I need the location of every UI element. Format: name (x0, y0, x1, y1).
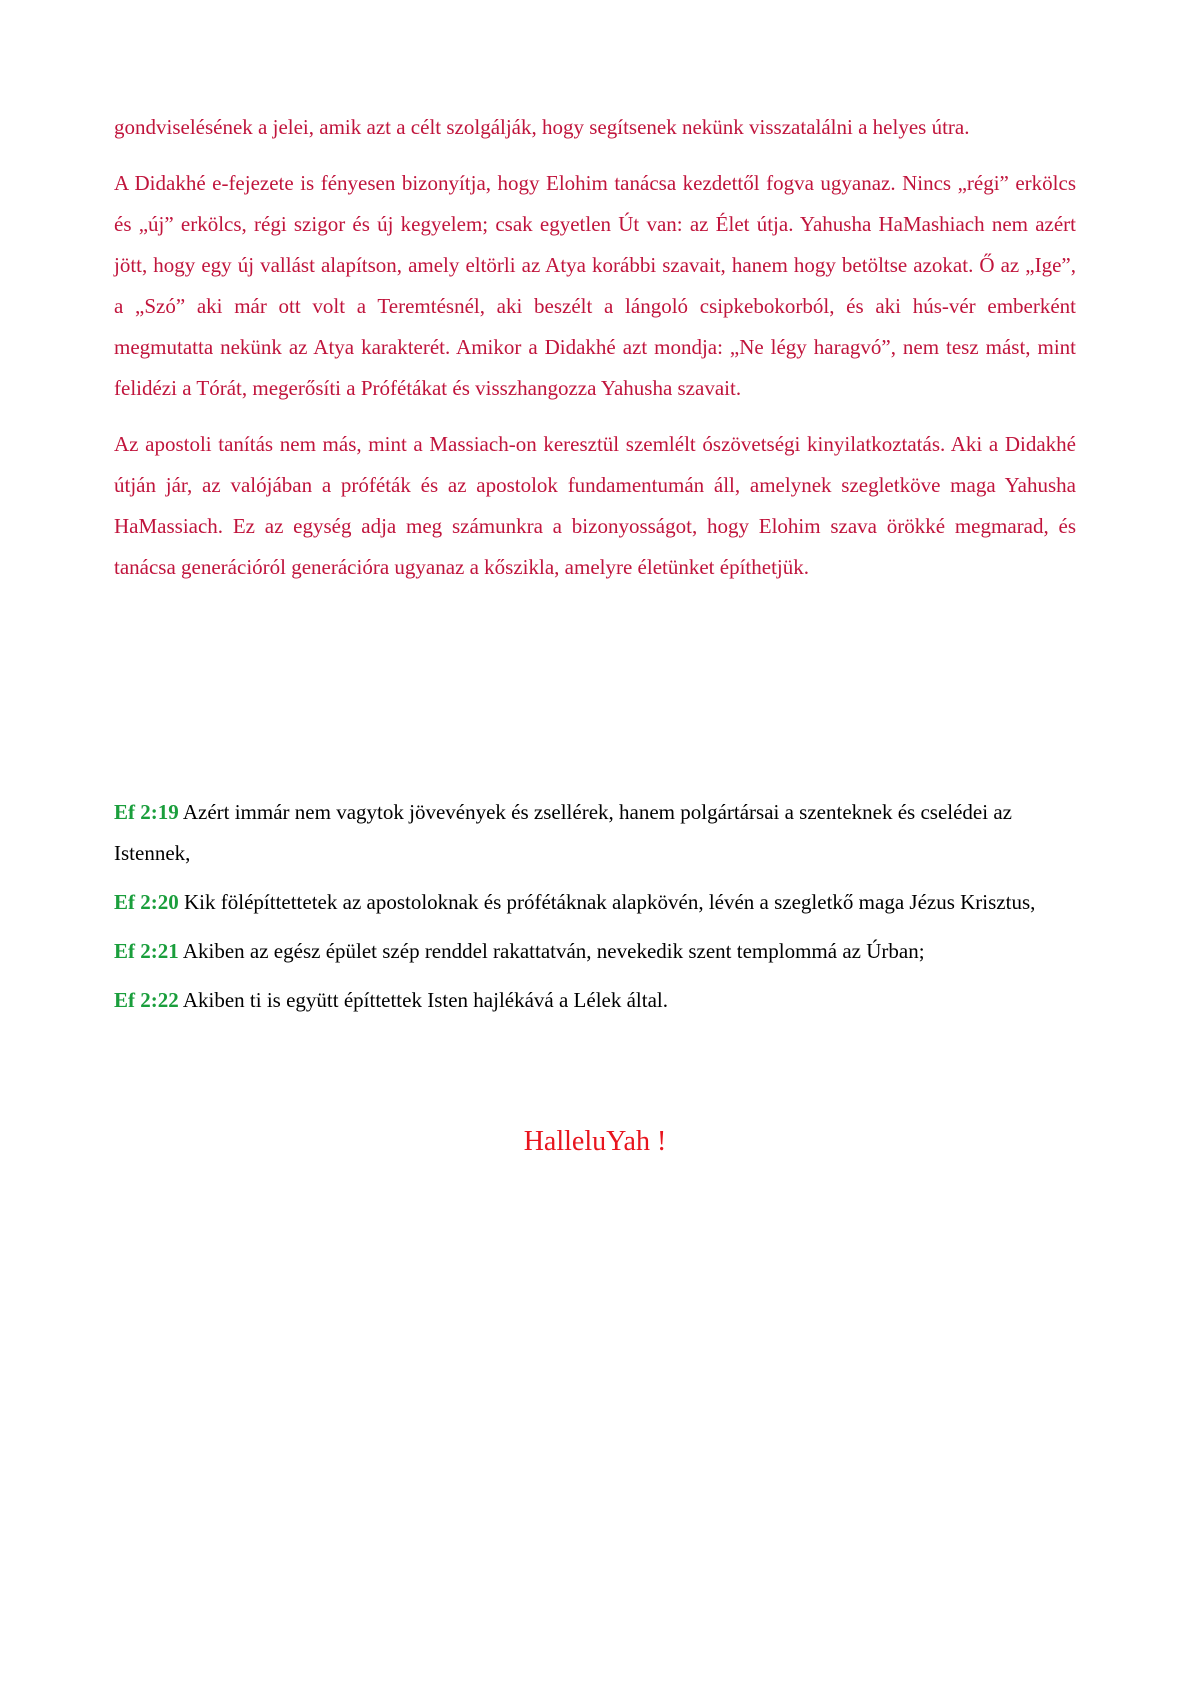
scripture-verses (114, 792, 1076, 1029)
verse-text: Azért immár nem vagytok jövevények és zsellérek, hanem polgártársai a szenteknek és cselédei az Istennek, (114, 800, 1012, 865)
verse-text: Kik fölépíttettetek az apostoloknak és prófétáknak alapkövén, lévén a szegletkő maga Jézus Krisztus, (178, 890, 1036, 914)
verse-reference: Ef 2:22 (114, 988, 179, 1012)
paragraph-3: Az apostoli tanítás nem más, mint a Massiach-on keresztül szemlélt ószövetségi kinyilatkoztatás. Aki a Didakhé útján jár, az valójában a próféták és az apostolok fundamentumán áll, amelynek szegletköve maga Yahusha HaMassiach. Ez az egység adja meg számunkra a bizonyosságot, hogy Elohim szava örökké megmarad, és tanácsa generációról generációra ugyanaz a kőszikla, amelyre életünket építhetjük. (114, 432, 1076, 579)
verse-ef-2-19 (114, 792, 1076, 874)
verse-reference: Ef 2:19 (114, 800, 179, 824)
verse-ef-2-20 (114, 882, 1076, 923)
paragraph-2: A Didakhé e-fejezete is fényesen bizonyítja, hogy Elohim tanácsa kezdettől fogva ugyanaz. Nincs „régi” erkölcs és „új” erkölcs, régi szigor és új kegyelem; csak egyetlen Út van: az Élet útja. Yahusha HaMashiach nem azért jött, hogy egy új vallást alapítson, amely eltörli az Atya korábbi szavait, hanem hogy betöltse azokat. Ő az „Ige”, a „Szó” aki már ott volt a Teremtésnél, aki beszélt a lángoló csipkebokorból, és aki hús-vér emberként megmutatta nekünk az Atya karakterét. Amikor a Didakhé azt mondja: „Ne légy haragvó”, nem tesz mást, mint felidézi a Tórát, megerősíti a Prófétákat és visszhangozza Yahusha szavait. (114, 171, 1076, 400)
paragraph-1: gondviselésének a jelei, amik azt a célt szolgálják, hogy segítsenek nekünk visszatalálni a helyes útra. (114, 115, 970, 139)
verse-text: Akiben az egész épület szép renddel rakattatván, nevekedik szent templommá az Úrban; (178, 939, 925, 963)
verse-ef-2-21 (114, 931, 1076, 972)
commentary-text (114, 107, 1076, 603)
verse-reference: Ef 2:20 (114, 890, 179, 914)
verse-ef-2-22 (114, 980, 1076, 1021)
closing-acclamation: HalleluYah ! (523, 1126, 667, 1157)
verse-reference: Ef 2:21 (114, 939, 179, 963)
verse-text: Akiben ti is együtt építtettek Isten hajlékává a Lélek által. (178, 988, 669, 1012)
